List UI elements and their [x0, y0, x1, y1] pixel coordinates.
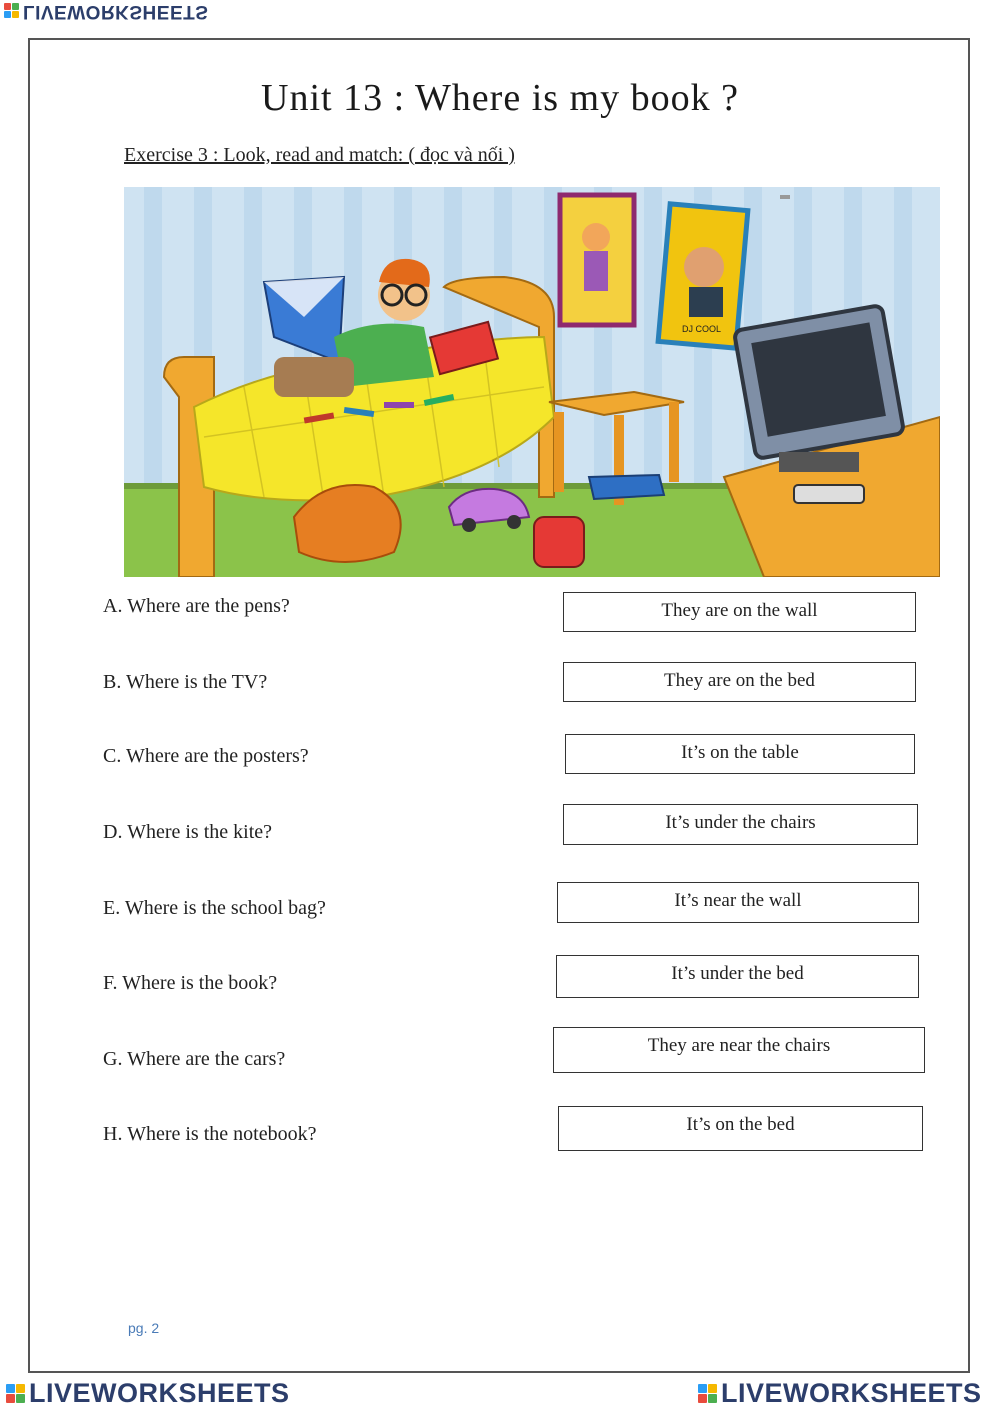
brand-name: LIVEWORKSHEETS [29, 1378, 290, 1408]
liveworksheets-icon [4, 4, 19, 19]
question-c: C. Where are the posters? [103, 745, 309, 767]
brand-name: LIVEWORKSHEETS [721, 1378, 982, 1408]
poster-text: DJ COOL [682, 324, 722, 334]
page-title: Unit 13 : Where is my book ? [261, 77, 739, 119]
page-number: pg. 2 [128, 1320, 160, 1336]
exercise-instruction: Exercise 3 : Look, read and match: ( đọc và nối ) [124, 144, 515, 166]
question-d: D. Where is the kite? [103, 821, 273, 843]
answer-box-1[interactable]: They are on the wall [563, 592, 916, 632]
brand-logo-top [4, 0, 208, 22]
question-a: A. Where are the pens? [103, 595, 290, 617]
brand-logo-bottom-left [6, 1378, 290, 1409]
liveworksheets-icon [698, 1384, 717, 1403]
question-b: B. Where is the TV? [103, 671, 268, 693]
bedroom-illustration [124, 187, 940, 577]
answer-box-6[interactable]: It’s under the bed [556, 955, 919, 998]
question-h: H. Where is the notebook? [103, 1123, 317, 1145]
answer-box-5[interactable]: It’s near the wall [557, 882, 919, 923]
answer-box-7[interactable]: They are near the chairs [553, 1027, 925, 1073]
answer-box-2[interactable]: They are on the bed [563, 662, 916, 702]
answer-box-4[interactable]: It’s under the chairs [563, 804, 918, 845]
answer-box-3[interactable]: It’s on the table [565, 734, 915, 774]
question-f: F. Where is the book? [103, 972, 278, 994]
brand-name: LIVEWORKSHEETS [23, 1, 209, 22]
answer-box-8[interactable]: It’s on the bed [558, 1106, 923, 1151]
liveworksheets-icon [6, 1384, 25, 1403]
brand-logo-bottom-right [698, 1378, 982, 1409]
question-e: E. Where is the school bag? [103, 897, 326, 919]
question-g: G. Where are the cars? [103, 1048, 286, 1070]
